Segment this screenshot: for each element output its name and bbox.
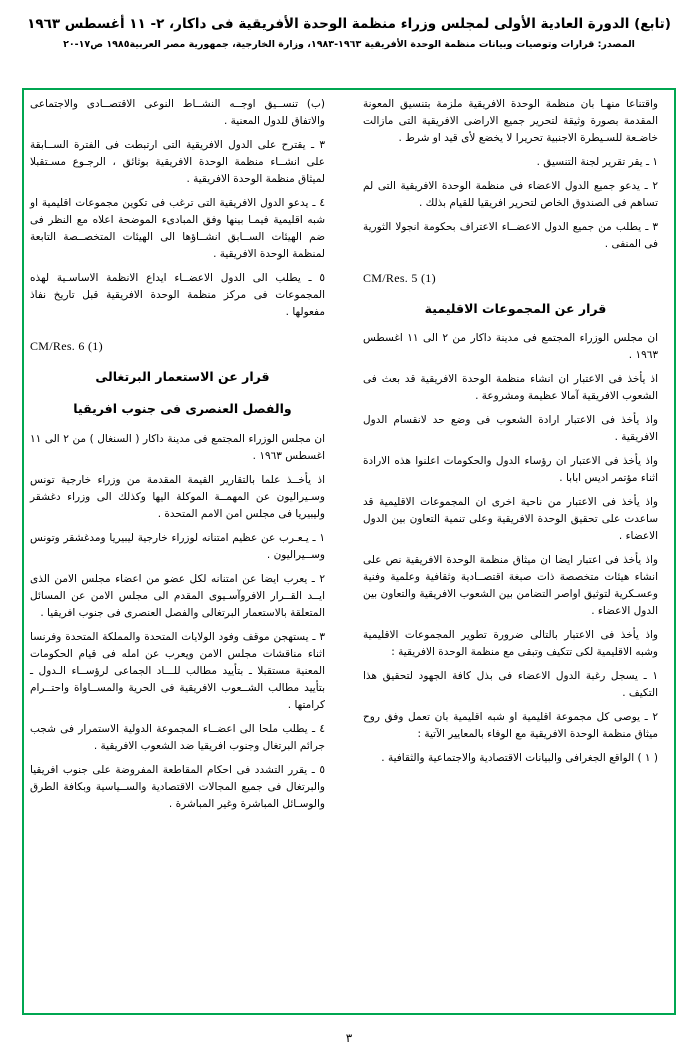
- resolution-id: CM/Res. 5 (1): [363, 271, 436, 285]
- resolution-title-line1: قرار عن الاستعمار البرتغالى: [95, 369, 270, 385]
- numbered-item: ٥ ـ يقرر التشدد فى احكام المقاطعة المفروضة على جنوب افريقيا والبرتغال فى جميع المجالات الاقتصادية والســياسية وبكافة الطرق والوسـائل المباشرة وغير المباشرة .: [30, 763, 325, 810]
- numbered-item: ٢ ـ يعرب ايضا عن امتنانه لكل عضو من اعضاء مجلس الامن الذى ايــد القــرار الافروآسـيوى المقدم الى مجلس الامن عن المسائل المتعلقة بالاستعمار البرتغالى والفصل العنصرى فى جنوب افريقيا .: [30, 572, 325, 619]
- numbered-item: ٥ ـ يطلب الى الدول الاعضــاء ايداع الانظمة الاساسـية لهذه المجموعات فى مركز منظمة الوحدة الافريقية قبل تاريخ نفاذ مفعولها .: [30, 272, 325, 318]
- two-column-body: [30, 96, 668, 1007]
- paragraph: واذ يأخذ فى الاعتبار ارادة الشعوب فى وضع حد لانقسام الدول الافريقية .: [363, 413, 658, 443]
- paragraph: واذ يأخذ فى الاعتبار من ناحية اخرى ان المجموعات الاقليمية قد ساعدت على تحقيق الوحدة الافريقية وعلى تنمية التعاون بين الدول الاعضاء .: [363, 495, 658, 542]
- paragraph: واقتناعا منهـا بان منظمة الوحدة الافريقية ملزمة بتنسيق المعونة المقدمة بصورة وثيقة لتحرير جميع الاراضى الافريقية التى مازالت خاضـعة للسـيطرة الاجنبية تحريرا لا يخضع لأى قيد او شرط .: [363, 98, 658, 144]
- resolution-title: قرار عن المجموعات الاقليمية: [424, 301, 607, 317]
- paragraph: ان مجلس الوزراء المجتمع فى مدينة داكار من ٢ الى ١١ اغسطس ١٩٦٣ .: [363, 331, 658, 361]
- header-source: المصدر: قرارات وتوصيات وبيانات منظمة الوحدة الأفريقية ١٩٦٣-١٩٨٣، وزارة الخارجية، جمهورية مصر العربية١٩٨٥ ص١٧-٢٠: [63, 39, 635, 51]
- paragraph: واذ يأخذ فى اعتبار ايضا ان ميثاق منظمة الوحدة الافريقية نص على انشاء هيئات متخصصة ذات صبغة اقتصــادية وثقافية وعلمية وفنية وعسـكرية لتوثيق اواصر التضامن بين الشعوب الافريقية والتعاون بين الدول الاعضاء .: [363, 553, 658, 617]
- column-right: [363, 96, 668, 1007]
- numbered-item: ٣ ـ يطلب من جميع الدول الاعضــاء الاعتراف بحكومة انجولا الثورية فى المنفى .: [363, 221, 658, 250]
- numbered-item: ٢ ـ يوصى كل مجموعة اقليمية او شبه اقليمية بان تعمل وفق روح ميثاق منظمة الوحدة الافريقية مع الوفاء بالمعايير الآتية :: [363, 710, 658, 740]
- resolution-title-line2: والفصل العنصرى فى جنوب افريقيا: [73, 400, 292, 416]
- numbered-item: ٤ ـ يدعو الدول الافريقية التى ترغب فى تكوين مجموعات اقليمية او شبه اقليمية فيمـا بينها وفق المبادىء الموضحة اعلاه مع النظر فى ضم الهيئات الســابق انشــاؤها الى الهيئات المتخصــصة التابعة لمنظمة الوحدة الافريقية .: [30, 197, 325, 260]
- numbered-item: (ب) تنســيق اوجــه النشــاط النوعى الاقتصــادى والاجتماعى والاتفاق للدول المعنية .: [30, 98, 325, 127]
- numbered-item: ٢ ـ يدعو جميع الدول الاعضاء فى منظمة الوحدة الافريقية التى لم تساهم فى الصندوق الخاص لتحرير افريقيا للقيام بذلك .: [363, 180, 658, 209]
- numbered-item: ١ ـ يـعـرب عن عظيم امتنانه لوزراء خارجية ليبيريا ومدغشقر وتونس وســيراليون .: [30, 531, 325, 561]
- page-number: ٣: [345, 1031, 353, 1045]
- numbered-item: ( ١ ) الواقع الجغرافى والبيانات الاقتصادية والاجتماعية والثقافية .: [381, 751, 658, 764]
- paragraph: اذ يأخــذ علما بالتقارير القيمة المقدمة من وزراء خارجية تونس وسـيراليون عن المهمــة الموكلة اليها وكذلك الى وزراء دغشقر وليبيريا فى مجلس امن الامم المتحدة .: [30, 473, 325, 520]
- header-title: (تابع) الدورة العادية الأولى لمجلس وزراء منظمة الوحدة الأفريقية فى داكار، ٢- ١١ أغسطس ١٩٦٣: [27, 16, 671, 32]
- resolution-id: CM/Res. 6 (1): [30, 339, 103, 353]
- numbered-item: ١ ـ يسجل رغبة الدول الاعضاء فى بذل كافة الجهود لتحقيق هذا التكيف .: [363, 669, 658, 699]
- paragraph: واذ يأخذ فى الاعتبار ان رؤساء الدول والحكومات اعلنوا هذه الارادة اثناء مؤتمر اديس ابابا .: [363, 454, 658, 484]
- paragraph: اذ يأخذ فى الاعتبار ان انشاء منظمة الوحدة الافريقية قد بعث فى الشعوب الافريقية آمالا عظيمة ومشروعة .: [363, 372, 658, 402]
- paragraph: ان مجلس الوزراء المجتمع فى مدينة داكار ( السنغال ) من ٢ الى ١١ اغسطس ١٩٦٣ .: [30, 432, 325, 462]
- column-left: [30, 96, 335, 1007]
- numbered-item: ٣ ـ يستهجن موقف وفود الولايات المتحدة والمملكة المتحدة وفرنسا اثناء مناقشات مجلس الامن ويعرب عن امله فى قيام الحكومات المعنية مستقبلا ـ بتأييد مطالب للـــاد الجماعى لرؤســاء الـدول ـ بتأييد مطالب الشــعوب الافريقية فى الحرية والمســاواة واحتــرام كرامتها .: [30, 630, 325, 711]
- numbered-item: ٤ ـ يطلب ملحا الى اعضــاء المجموعة الدولية الاستمرار فى شجب جرائم البرتغال وجنوب افريقيا ضد الشعوب الافريقية .: [30, 722, 325, 752]
- numbered-item: ٣ ـ يقترح على الدول الافريقية التى ارتبطت فى الفترة الســابقة على انشــاء منظمة الوحدة الافريقية بوثائق ، الرجـوع مسـتقبلا لميثاق منظمة الوحدة الافريقية .: [30, 139, 325, 185]
- paragraph: واذ يأخذ فى الاعتبار بالتالى ضرورة تطوير المجموعات الاقليمية وشبه الاقليمية لكى تتكيف وتبقى مع منظمة الوحدة الافريقية :: [363, 628, 658, 658]
- numbered-item: ١ ـ يقر تقرير لجنة التنسيق .: [536, 156, 658, 168]
- page-header: [22, 14, 676, 52]
